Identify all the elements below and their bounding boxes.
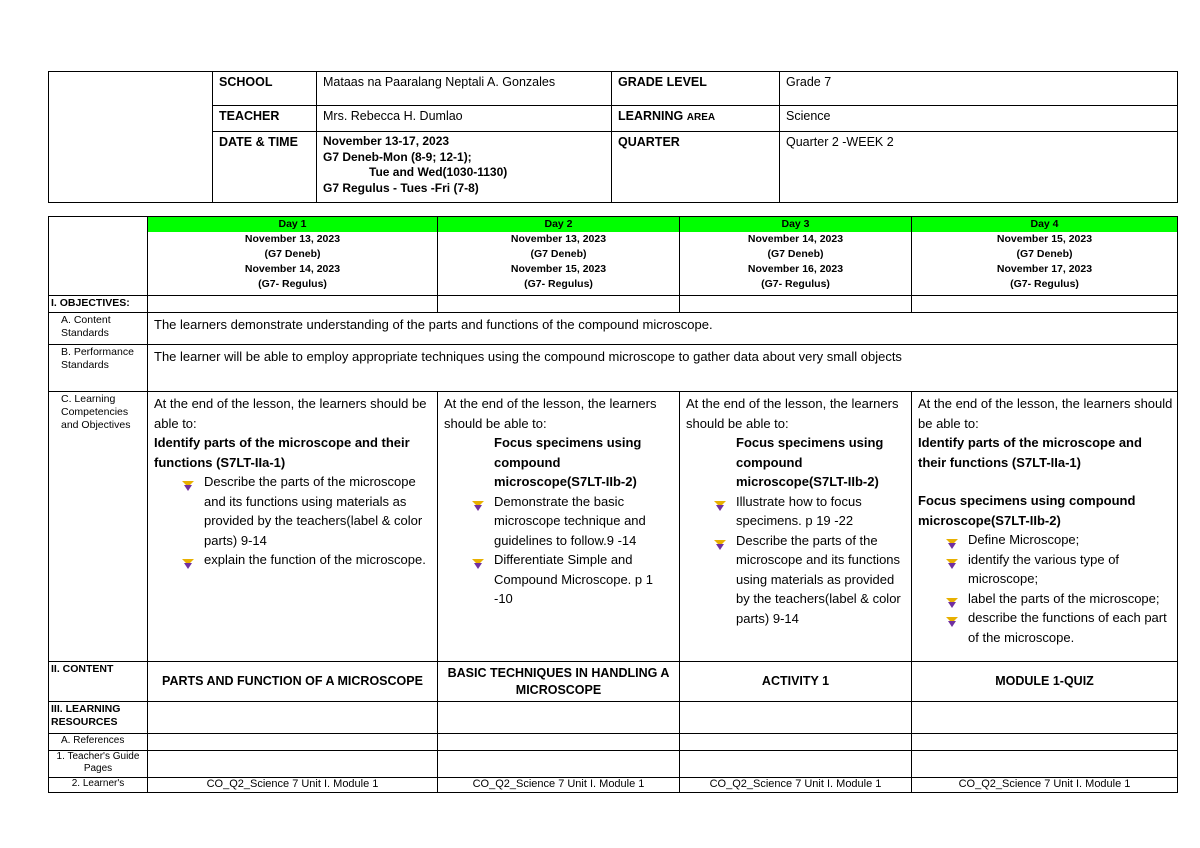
logo-cell — [49, 72, 213, 203]
day-1-header: Day 1 November 13, 2023 (G7 Deneb) November 14, 2023 (G7- Regulus) — [148, 217, 438, 296]
content-standards-label: A. Content Standards — [49, 313, 148, 345]
bullet-arrow-icon — [714, 536, 726, 546]
learning-area-label: LEARNING AREA — [612, 106, 780, 132]
day-tag: Day 3 — [680, 217, 911, 232]
content-standards-text: The learners demonstrate understanding of the parts and functions of the compound microscope. — [148, 313, 1178, 345]
bullet-arrow-icon — [182, 555, 194, 565]
day-1-content: PARTS AND FUNCTION OF A MICROSCOPE — [148, 662, 438, 702]
datetime-label: DATE & TIME — [213, 132, 317, 203]
learners-ref-day-2: CO_Q2_Science 7 Unit I. Module 1 — [438, 778, 680, 793]
day-4-header: Day 4 November 15, 2023 (G7 Deneb) November 17, 2023 (G7- Regulus) — [912, 217, 1178, 296]
day-4-objectives: At the end of the lesson, the learners should be able to: Identify parts of the microscope and their functions (S7LT-IIa-1) Focus specimens using compound microscope(S7LT-IIb-2) Define Microscope; identify the various type of microscope; label the parts of the microscope; describe the functions of each part of the microscope. — [912, 392, 1178, 662]
bullet-arrow-icon — [946, 594, 958, 604]
datetime-value: November 13-17, 2023 G7 Deneb-Mon (8-9; 12-1); Tue and Wed(1030-1130) G7 Regulus - Tues -Fri (7-8) — [317, 132, 612, 203]
bullet-arrow-icon — [182, 477, 194, 487]
day-3-objectives: At the end of the lesson, the learners should be able to: Focus specimens using compound microscope(S7LT-IIb-2) Illustrate how to focus specimens. p 19 -22 Describe the parts of the microscope and its functions using materials as provided by the teachers(label & color parts) 9-14 — [680, 392, 912, 662]
day-2-content: BASIC TECHNIQUES IN HANDLING A MICROSCOPE — [438, 662, 680, 702]
list-item: Differentiate Simple and Compound Microscope. p 1 -10 — [472, 550, 675, 609]
bullet-arrow-icon — [946, 613, 958, 623]
teachers-guide-label: 1. Teacher's Guide Pages — [49, 751, 148, 778]
teacher-value: Mrs. Rebecca H. Dumlao — [317, 106, 612, 132]
list-item: label the parts of the microscope; — [946, 589, 1173, 609]
objectives-heading: I. OBJECTIVES: — [49, 296, 148, 313]
quarter-label: QUARTER — [612, 132, 780, 203]
school-label: SCHOOL — [213, 72, 317, 106]
learners-ref-day-4: CO_Q2_Science 7 Unit I. Module 1 — [912, 778, 1178, 793]
list-item: identify the various type of microscope; — [946, 550, 1173, 589]
day-4-content: MODULE 1-QUIZ — [912, 662, 1178, 702]
teacher-label: TEACHER — [213, 106, 317, 132]
bullet-arrow-icon — [714, 497, 726, 507]
day-1-objectives: At the end of the lesson, the learners should be able to: Identify parts of the microscope and their functions (S7LT-IIa-1) Describe the parts of the microscope and its functions using materials as provided by the teachers(label & color parts) 9-14 explain the function of the microscope. — [148, 392, 438, 662]
day-3-content: ACTIVITY 1 — [680, 662, 912, 702]
day-2-header: Day 2 November 13, 2023 (G7 Deneb) November 15, 2023 (G7- Regulus) — [438, 217, 680, 296]
performance-standards-label: B. Performance Standards — [49, 345, 148, 392]
list-item: Define Microscope; — [946, 530, 1173, 550]
learning-area-value: Science — [780, 106, 1178, 132]
learners-label: 2. Learner's — [49, 778, 148, 793]
bullet-arrow-icon — [946, 555, 958, 565]
list-item: Describe the parts of the microscope and its functions using materials as provided by the teachers(label & color parts) 9-14 — [182, 472, 433, 550]
learners-ref-day-3: CO_Q2_Science 7 Unit I. Module 1 — [680, 778, 912, 793]
performance-standards-text: The learner will be able to employ appropriate techniques using the compound microscope to gather data about very small objects — [148, 345, 1178, 392]
bullet-arrow-icon — [472, 555, 484, 565]
list-item: Demonstrate the basic microscope technique and guidelines to follow.9 -14 — [472, 492, 675, 551]
bullet-arrow-icon — [946, 535, 958, 545]
content-heading: II. CONTENT — [49, 662, 148, 702]
list-item: explain the function of the microscope. — [182, 550, 433, 570]
day-3-header: Day 3 November 14, 2023 (G7 Deneb) November 16, 2023 (G7- Regulus) — [680, 217, 912, 296]
day-2-objectives: At the end of the lesson, the learners should be able to: Focus specimens using compound microscope(S7LT-IIb-2) Demonstrate the basic microscope technique and guidelines to follow.9 -14 Differentiate Simple and Compound Microscope. p 1 -10 — [438, 392, 680, 662]
lesson-plan-table — [48, 216, 1178, 793]
day-tag: Day 4 — [912, 217, 1177, 232]
corner-cell — [49, 217, 148, 296]
list-item: describe the functions of each part of the microscope. — [946, 608, 1173, 647]
school-value: Mataas na Paaralang Neptali A. Gonzales — [317, 72, 612, 106]
header-table — [48, 71, 1178, 203]
grade-value: Grade 7 — [780, 72, 1178, 106]
grade-label: GRADE LEVEL — [612, 72, 780, 106]
learning-resources-heading: III. LEARNING RESOURCES — [49, 702, 148, 734]
bullet-arrow-icon — [472, 497, 484, 507]
list-item: Illustrate how to focus specimens. p 19 -22 — [714, 492, 907, 531]
competencies-label: C. Learning Competencies and Objectives — [49, 392, 148, 662]
learners-ref-day-1: CO_Q2_Science 7 Unit I. Module 1 — [148, 778, 438, 793]
day-tag: Day 2 — [438, 217, 679, 232]
list-item: Describe the parts of the microscope and its functions using materials as provided by the teachers(label & color parts) 9-14 — [714, 531, 907, 629]
quarter-value: Quarter 2 -WEEK 2 — [780, 132, 1178, 203]
day-tag: Day 1 — [148, 217, 437, 232]
references-label: A. References — [49, 734, 148, 751]
